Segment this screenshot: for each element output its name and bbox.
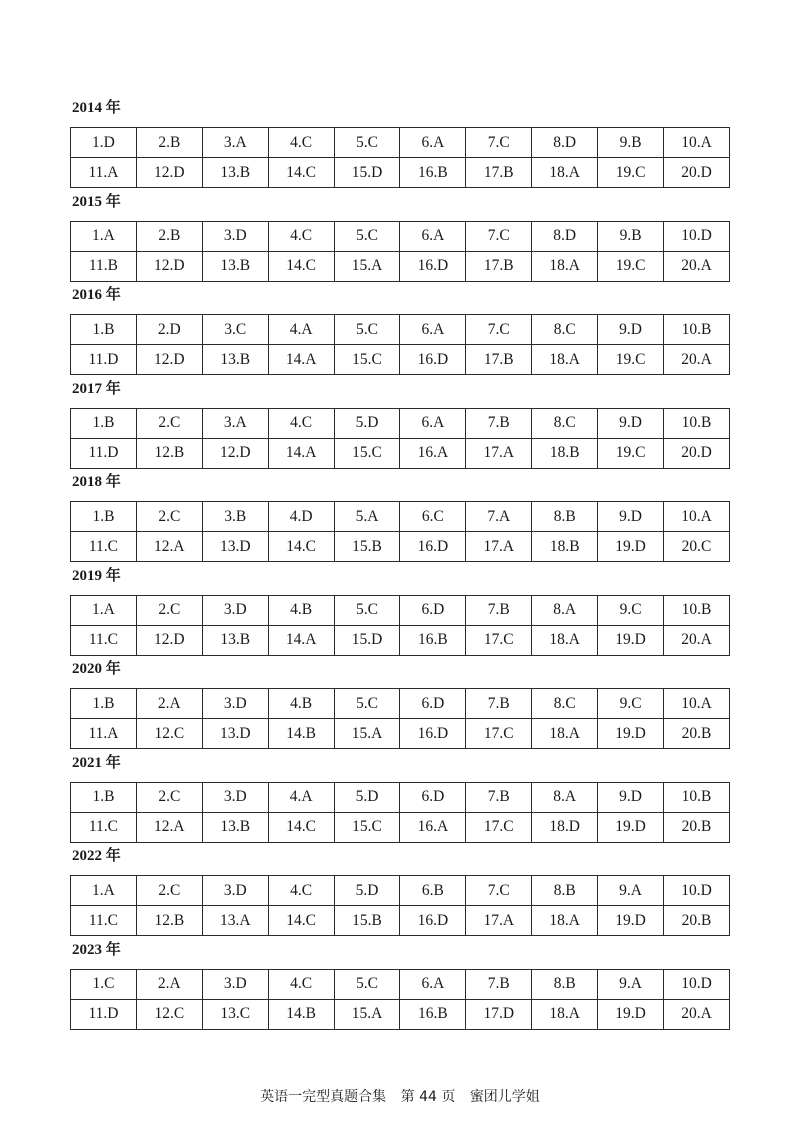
- answer-cell: 4.D: [268, 502, 334, 532]
- answer-cell: 3.A: [202, 128, 268, 158]
- answer-cell: 5.C: [334, 689, 400, 719]
- answer-cell: 5.D: [334, 408, 400, 438]
- answer-cell: 18.A: [532, 251, 598, 281]
- answer-cell: 13.A: [202, 906, 268, 936]
- answer-cell: 2.A: [136, 969, 202, 999]
- answer-cell: 19.C: [598, 438, 664, 468]
- answer-row: [71, 438, 730, 468]
- year-section: [70, 190, 730, 284]
- answer-cell: 11.D: [71, 438, 137, 468]
- answer-cell: 10.D: [664, 876, 730, 906]
- year-section: [70, 564, 730, 658]
- answer-cell: 20.D: [664, 438, 730, 468]
- answer-cell: 16.A: [400, 438, 466, 468]
- answer-table: [70, 688, 730, 749]
- answer-cell: 14.A: [268, 345, 334, 375]
- footer-title: 英语一完型真题合集: [260, 1089, 387, 1105]
- answer-cell: 12.D: [136, 251, 202, 281]
- answer-cell: 16.D: [400, 345, 466, 375]
- answer-cell: 17.C: [466, 625, 532, 655]
- answer-cell: 4.C: [268, 876, 334, 906]
- answer-cell: 15.B: [334, 906, 400, 936]
- answer-cell: 14.A: [268, 625, 334, 655]
- answer-cell: 13.D: [202, 719, 268, 749]
- answer-table: [70, 969, 730, 1030]
- answer-cell: 20.A: [664, 999, 730, 1029]
- answer-cell: 3.D: [202, 876, 268, 906]
- answer-cell: 7.C: [466, 221, 532, 251]
- answer-cell: 11.D: [71, 345, 137, 375]
- answer-cell: 15.A: [334, 999, 400, 1029]
- answer-cell: 14.C: [268, 251, 334, 281]
- answer-cell: 3.C: [202, 315, 268, 345]
- answer-cell: 8.B: [532, 969, 598, 999]
- answer-cell: 16.A: [400, 812, 466, 842]
- answer-cell: 12.D: [136, 345, 202, 375]
- answer-cell: 2.C: [136, 595, 202, 625]
- answer-cell: 10.B: [664, 595, 730, 625]
- answer-cell: 13.B: [202, 158, 268, 188]
- answer-cell: 7.C: [466, 315, 532, 345]
- answer-cell: 5.D: [334, 782, 400, 812]
- year-heading: 2020 年: [72, 661, 121, 677]
- answer-cell: 19.C: [598, 158, 664, 188]
- answer-cell: 18.D: [532, 812, 598, 842]
- answer-row: [71, 782, 730, 812]
- answer-cell: 17.B: [466, 251, 532, 281]
- answer-table: [70, 221, 730, 282]
- answer-cell: 2.C: [136, 408, 202, 438]
- year-section: [70, 283, 730, 377]
- answer-cell: 8.C: [532, 689, 598, 719]
- answer-cell: 11.C: [71, 906, 137, 936]
- answer-cell: 7.B: [466, 689, 532, 719]
- answer-row: [71, 876, 730, 906]
- answer-cell: 14.B: [268, 999, 334, 1029]
- answer-cell: 12.A: [136, 812, 202, 842]
- answer-cell: 16.D: [400, 251, 466, 281]
- answer-cell: 11.A: [71, 158, 137, 188]
- answer-cell: 13.B: [202, 812, 268, 842]
- answer-cell: 8.C: [532, 315, 598, 345]
- answer-cell: 7.C: [466, 876, 532, 906]
- answer-cell: 9.C: [598, 595, 664, 625]
- answer-table: [70, 595, 730, 656]
- answer-cell: 5.A: [334, 502, 400, 532]
- answer-cell: 20.B: [664, 719, 730, 749]
- answer-cell: 8.B: [532, 502, 598, 532]
- answer-cell: 1.B: [71, 689, 137, 719]
- answer-cell: 13.B: [202, 251, 268, 281]
- answer-row: [71, 315, 730, 345]
- answer-cell: 5.C: [334, 595, 400, 625]
- answer-cell: 3.A: [202, 408, 268, 438]
- answer-table: [70, 127, 730, 188]
- answer-cell: 7.C: [466, 128, 532, 158]
- footer-author: 蜜团儿学姐: [469, 1089, 540, 1105]
- answer-cell: 14.C: [268, 532, 334, 562]
- answer-cell: 16.D: [400, 532, 466, 562]
- page-footer: [0, 1086, 800, 1106]
- answer-cell: 15.B: [334, 532, 400, 562]
- answer-cell: 18.A: [532, 906, 598, 936]
- year-heading: 2019 年: [72, 567, 121, 584]
- answer-cell: 9.C: [598, 689, 664, 719]
- answer-cell: 6.A: [400, 315, 466, 345]
- answer-row: [71, 532, 730, 562]
- answer-cell: 1.A: [71, 595, 137, 625]
- answer-cell: 15.D: [334, 625, 400, 655]
- answer-cell: 13.D: [202, 532, 268, 562]
- answer-cell: 8.A: [532, 595, 598, 625]
- answer-row: [71, 625, 730, 655]
- answer-table: [70, 314, 730, 375]
- answer-row: [71, 345, 730, 375]
- year-section: [70, 844, 730, 938]
- answer-cell: 12.B: [136, 906, 202, 936]
- answer-cell: 3.B: [202, 502, 268, 532]
- answer-cell: 14.C: [268, 906, 334, 936]
- answer-cell: 1.D: [71, 128, 137, 158]
- answer-cell: 10.B: [664, 408, 730, 438]
- answer-cell: 1.B: [71, 502, 137, 532]
- answer-cell: 17.A: [466, 906, 532, 936]
- year-section: [70, 470, 730, 564]
- answer-cell: 2.B: [136, 221, 202, 251]
- answer-cell: 16.B: [400, 625, 466, 655]
- answer-cell: 10.A: [664, 502, 730, 532]
- answer-cell: 19.C: [598, 345, 664, 375]
- answer-cell: 10.B: [664, 782, 730, 812]
- answer-row: [71, 408, 730, 438]
- answer-cell: 2.C: [136, 876, 202, 906]
- answer-cell: 9.D: [598, 315, 664, 345]
- answer-cell: 5.C: [334, 128, 400, 158]
- answer-cell: 4.A: [268, 782, 334, 812]
- answer-row: [71, 999, 730, 1029]
- answer-table: [70, 875, 730, 936]
- year-section: [70, 96, 730, 190]
- answer-row: [71, 502, 730, 532]
- answer-cell: 16.B: [400, 999, 466, 1029]
- footer-page-number: 第 44 页: [400, 1089, 456, 1105]
- answer-cell: 17.C: [466, 719, 532, 749]
- answer-table: [70, 501, 730, 562]
- answer-cell: 6.B: [400, 876, 466, 906]
- answer-table: [70, 408, 730, 469]
- answer-row: [71, 969, 730, 999]
- answer-cell: 11.C: [71, 812, 137, 842]
- answer-cell: 3.D: [202, 782, 268, 812]
- answer-cell: 3.D: [202, 969, 268, 999]
- answer-row: [71, 251, 730, 281]
- answer-cell: 15.C: [334, 438, 400, 468]
- answer-cell: 1.A: [71, 876, 137, 906]
- answer-cell: 17.D: [466, 999, 532, 1029]
- answer-cell: 1.B: [71, 782, 137, 812]
- answer-cell: 5.C: [334, 969, 400, 999]
- answer-cell: 1.A: [71, 221, 137, 251]
- answer-cell: 9.D: [598, 502, 664, 532]
- answer-cell: 7.B: [466, 408, 532, 438]
- answer-cell: 14.A: [268, 438, 334, 468]
- answer-cell: 4.C: [268, 221, 334, 251]
- answer-cell: 8.A: [532, 782, 598, 812]
- answer-cell: 4.A: [268, 315, 334, 345]
- answer-cell: 18.B: [532, 532, 598, 562]
- answer-cell: 19.D: [598, 999, 664, 1029]
- answer-cell: 10.A: [664, 128, 730, 158]
- year-heading: 2016 年: [72, 287, 121, 303]
- answer-cell: 4.B: [268, 595, 334, 625]
- answer-cell: 17.C: [466, 812, 532, 842]
- answer-cell: 12.D: [136, 625, 202, 655]
- answer-cell: 8.C: [532, 408, 598, 438]
- year-heading: 2017 年: [72, 380, 121, 397]
- answer-row: [71, 128, 730, 158]
- answer-cell: 1.B: [71, 315, 137, 345]
- answer-cell: 20.A: [664, 345, 730, 375]
- answer-cell: 12.A: [136, 532, 202, 562]
- answer-cell: 12.D: [136, 158, 202, 188]
- answer-cell: 17.A: [466, 532, 532, 562]
- answer-row: [71, 158, 730, 188]
- answer-row: [71, 719, 730, 749]
- answer-cell: 7.B: [466, 969, 532, 999]
- answer-cell: 15.D: [334, 158, 400, 188]
- answer-cell: 13.B: [202, 345, 268, 375]
- answer-cell: 20.B: [664, 812, 730, 842]
- answer-cell: 18.A: [532, 625, 598, 655]
- answer-cell: 9.A: [598, 969, 664, 999]
- answer-cell: 12.D: [202, 438, 268, 468]
- answer-cell: 4.C: [268, 408, 334, 438]
- answer-cell: 5.C: [334, 315, 400, 345]
- answer-cell: 10.A: [664, 689, 730, 719]
- answer-cell: 3.D: [202, 689, 268, 719]
- answer-cell: 14.C: [268, 812, 334, 842]
- answer-cell: 20.D: [664, 158, 730, 188]
- year-heading: 2023 年: [72, 941, 121, 958]
- answer-cell: 15.C: [334, 812, 400, 842]
- answer-cell: 15.C: [334, 345, 400, 375]
- answer-sections: [70, 96, 730, 1031]
- answer-cell: 1.C: [71, 969, 137, 999]
- answer-cell: 20.A: [664, 251, 730, 281]
- year-section: [70, 938, 730, 1032]
- answer-cell: 12.C: [136, 719, 202, 749]
- answer-cell: 19.D: [598, 812, 664, 842]
- answer-cell: 2.C: [136, 502, 202, 532]
- answer-cell: 19.D: [598, 532, 664, 562]
- answer-cell: 2.B: [136, 128, 202, 158]
- answer-cell: 10.D: [664, 969, 730, 999]
- answer-cell: 3.D: [202, 595, 268, 625]
- answer-cell: 9.D: [598, 782, 664, 812]
- answer-cell: 11.C: [71, 625, 137, 655]
- answer-cell: 12.C: [136, 999, 202, 1029]
- answer-cell: 5.D: [334, 876, 400, 906]
- answer-cell: 10.B: [664, 315, 730, 345]
- answer-cell: 18.A: [532, 345, 598, 375]
- answer-cell: 10.D: [664, 221, 730, 251]
- answer-cell: 19.D: [598, 625, 664, 655]
- answer-cell: 2.C: [136, 782, 202, 812]
- answer-cell: 18.B: [532, 438, 598, 468]
- answer-row: [71, 906, 730, 936]
- answer-cell: 7.A: [466, 502, 532, 532]
- answer-cell: 16.D: [400, 906, 466, 936]
- answer-cell: 13.C: [202, 999, 268, 1029]
- answer-cell: 8.D: [532, 128, 598, 158]
- answer-table: [70, 782, 730, 843]
- answer-cell: 9.D: [598, 408, 664, 438]
- year-heading: 2014 年: [72, 100, 121, 116]
- answer-cell: 14.C: [268, 158, 334, 188]
- answer-cell: 9.B: [598, 128, 664, 158]
- answer-cell: 3.D: [202, 221, 268, 251]
- answer-cell: 19.D: [598, 906, 664, 936]
- answer-cell: 9.B: [598, 221, 664, 251]
- answer-cell: 4.C: [268, 969, 334, 999]
- year-heading: 2022 年: [72, 848, 121, 864]
- year-section: [70, 751, 730, 845]
- answer-row: [71, 689, 730, 719]
- answer-cell: 15.A: [334, 719, 400, 749]
- year-heading: 2021 年: [72, 754, 121, 771]
- answer-cell: 6.D: [400, 689, 466, 719]
- answer-cell: 5.C: [334, 221, 400, 251]
- answer-cell: 6.D: [400, 595, 466, 625]
- answer-cell: 16.B: [400, 158, 466, 188]
- answer-row: [71, 595, 730, 625]
- answer-cell: 18.A: [532, 999, 598, 1029]
- answer-cell: 7.B: [466, 595, 532, 625]
- answer-cell: 6.D: [400, 782, 466, 812]
- answer-cell: 12.B: [136, 438, 202, 468]
- answer-cell: 15.A: [334, 251, 400, 281]
- answer-cell: 18.A: [532, 158, 598, 188]
- answer-cell: 11.C: [71, 532, 137, 562]
- answer-cell: 4.B: [268, 689, 334, 719]
- answer-cell: 4.C: [268, 128, 334, 158]
- answer-cell: 17.A: [466, 438, 532, 468]
- answer-cell: 11.B: [71, 251, 137, 281]
- answer-cell: 11.A: [71, 719, 137, 749]
- answer-cell: 6.A: [400, 969, 466, 999]
- answer-cell: 16.D: [400, 719, 466, 749]
- answer-cell: 19.C: [598, 251, 664, 281]
- answer-cell: 6.C: [400, 502, 466, 532]
- year-heading: 2015 年: [72, 193, 121, 210]
- answer-row: [71, 221, 730, 251]
- answer-cell: 8.D: [532, 221, 598, 251]
- answer-cell: 7.B: [466, 782, 532, 812]
- answer-cell: 20.B: [664, 906, 730, 936]
- answer-cell: 6.A: [400, 408, 466, 438]
- answer-cell: 17.B: [466, 158, 532, 188]
- answer-cell: 8.B: [532, 876, 598, 906]
- answer-cell: 2.D: [136, 315, 202, 345]
- answer-cell: 13.B: [202, 625, 268, 655]
- answer-row: [71, 812, 730, 842]
- answer-cell: 6.A: [400, 221, 466, 251]
- answer-cell: 6.A: [400, 128, 466, 158]
- year-heading: 2018 年: [72, 474, 121, 490]
- answer-cell: 19.D: [598, 719, 664, 749]
- answer-cell: 1.B: [71, 408, 137, 438]
- answer-cell: 2.A: [136, 689, 202, 719]
- answer-cell: 9.A: [598, 876, 664, 906]
- answer-cell: 17.B: [466, 345, 532, 375]
- answer-cell: 20.A: [664, 625, 730, 655]
- year-section: [70, 657, 730, 751]
- answer-cell: 14.B: [268, 719, 334, 749]
- answer-cell: 20.C: [664, 532, 730, 562]
- answer-cell: 11.D: [71, 999, 137, 1029]
- year-section: [70, 377, 730, 471]
- answer-cell: 18.A: [532, 719, 598, 749]
